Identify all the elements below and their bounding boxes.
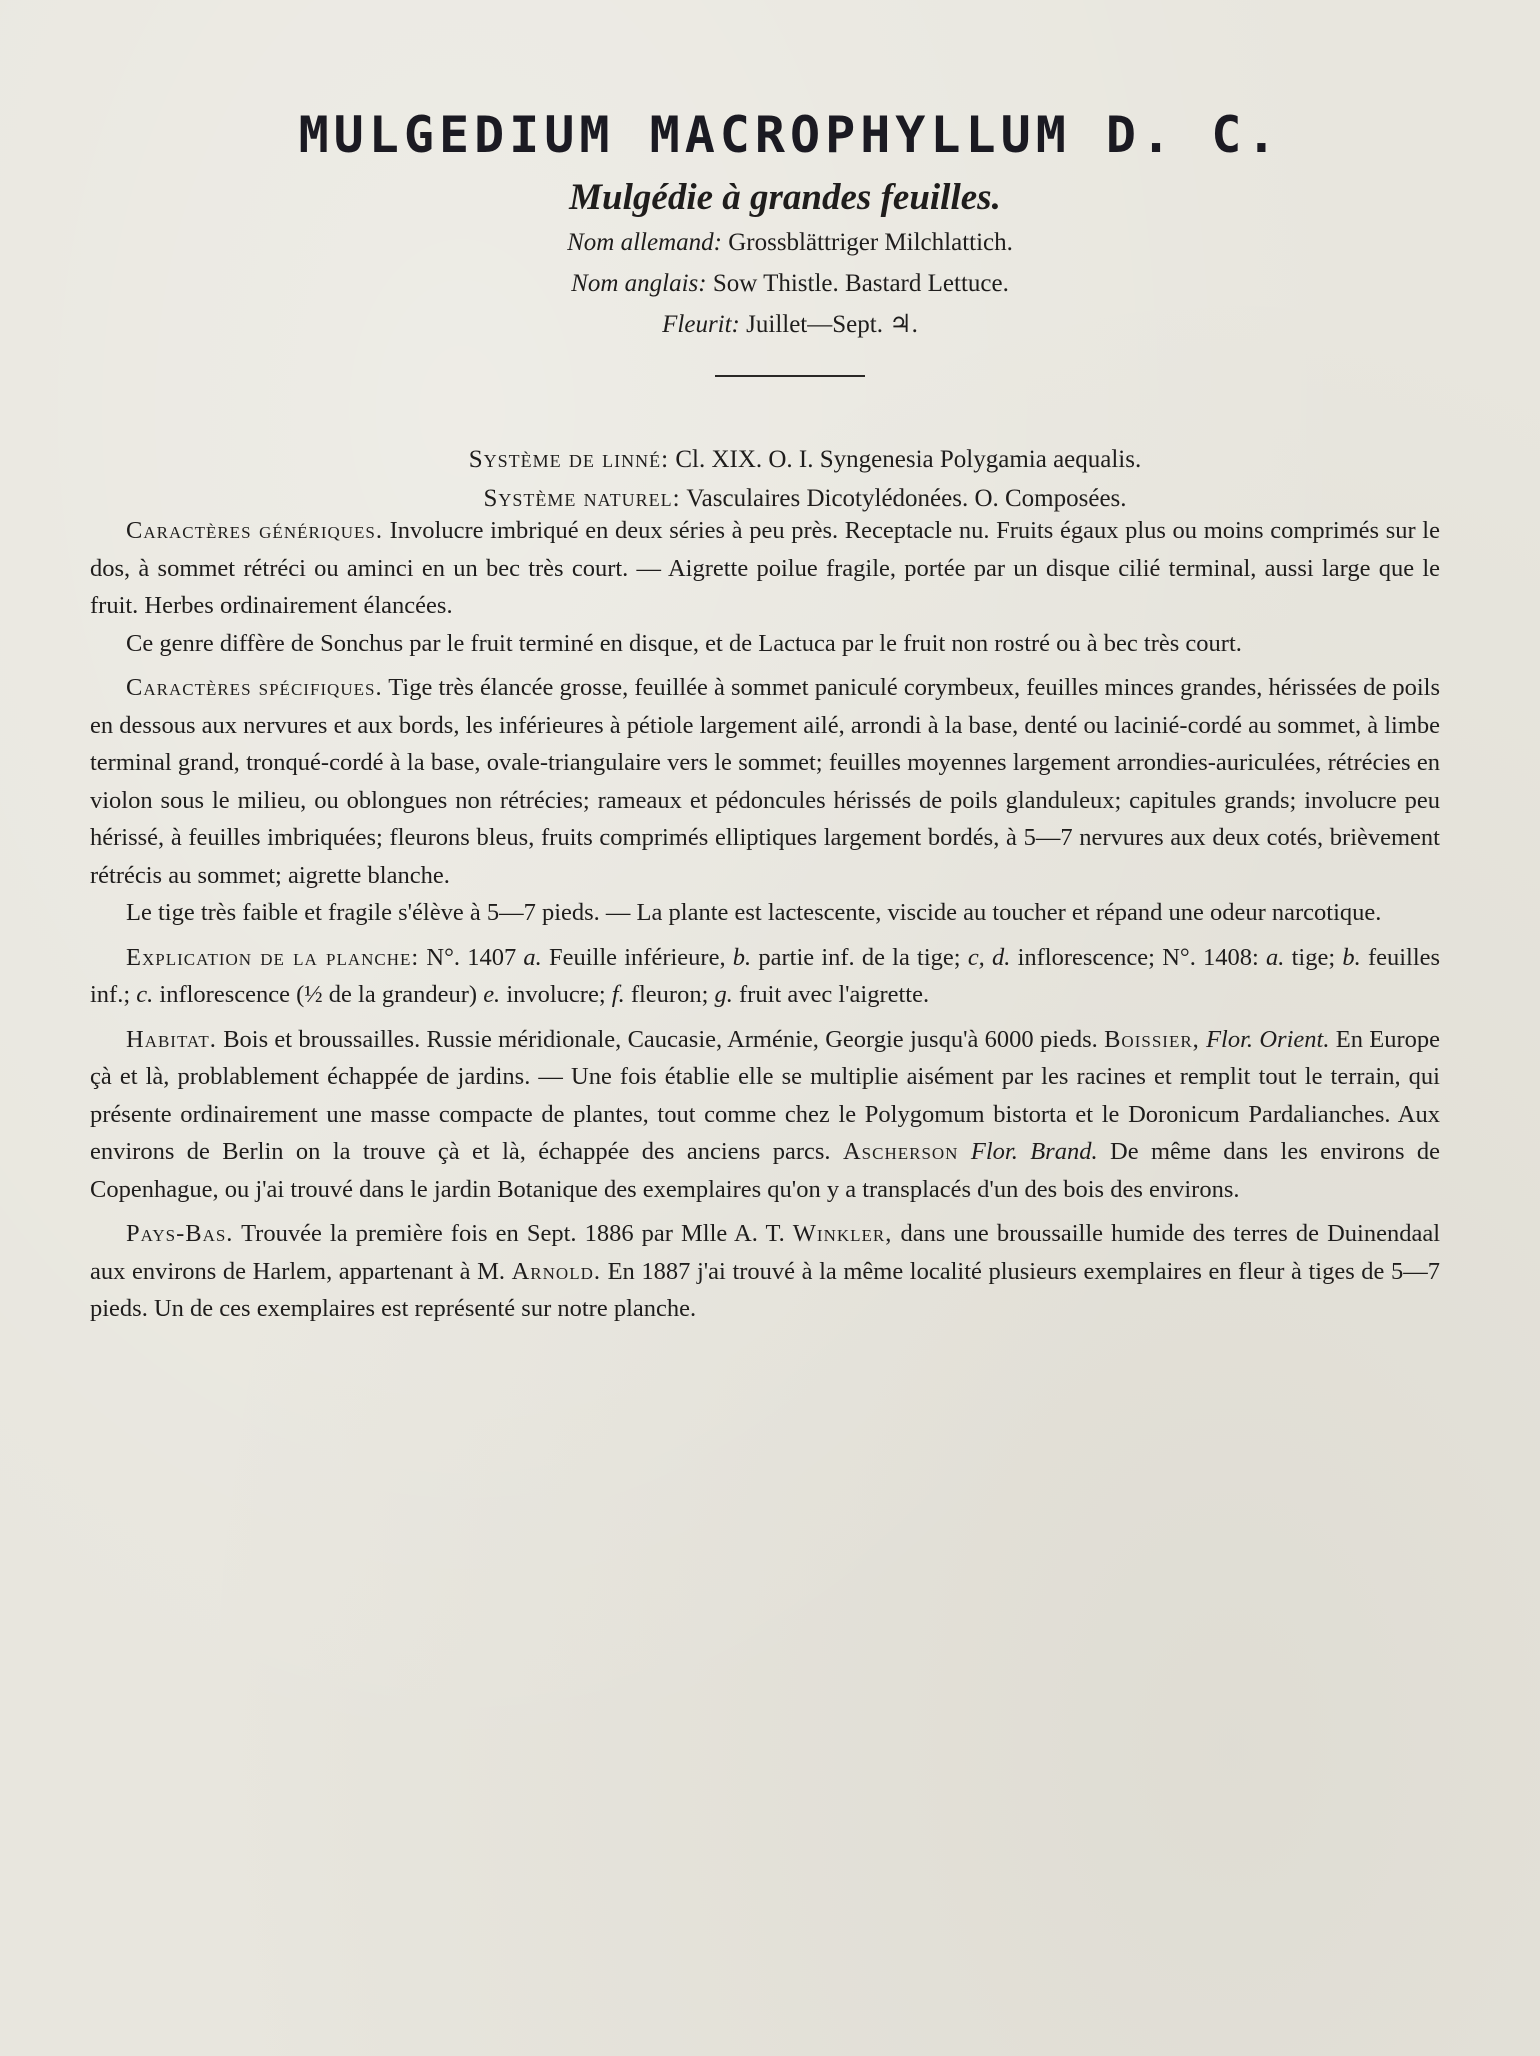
linne-system-line (70, 440, 1540, 479)
netherlands-label: Pays-Bas. (126, 1220, 234, 1247)
figure-caption: partie inf. de la tige; (758, 943, 961, 971)
generic-characters-paragraph (90, 512, 1440, 625)
plate-explanation-label: Explication de la planche: (126, 943, 420, 971)
figure-letter: c. (136, 981, 154, 1008)
figure-caption: involucre; (506, 981, 606, 1008)
generic-characters-text: Involucre imbriqué en deux séries à peu près. Receptacle nu. Fruits égaux plus ou moins comprimés sur le dos, à sommet rétréci ou aminci en un bec très court. — Aigrette poilue fragile, portée par un disque cilié terminal, aussi large que le fruit. Herbes ordinairement élancées. (90, 517, 1440, 619)
page-title: MULGEDIUM MACROPHYLLUM D. C. (298, 106, 1282, 164)
reference-title: Flor. Brand. (970, 1138, 1098, 1165)
author-name: Boissier, (1104, 1025, 1200, 1053)
figure-letter: b. (732, 943, 752, 971)
reference-title: Flor. Orient. (1206, 1025, 1330, 1053)
classification (0, 440, 1540, 518)
english-name: Sow Thistle. Bastard Lettuce. (712, 270, 1009, 297)
german-name-label: Nom allemand: (567, 229, 722, 256)
german-name: Grossblättriger Milchlattich. (728, 229, 1013, 256)
english-name-line (40, 263, 1540, 304)
netherlands-text: dans une broussaille humide des terres de Duinendaal aux environs de Harlem, appartenant à M. (90, 1220, 1441, 1285)
figure-letter: g. (714, 981, 733, 1008)
habitat-label: Habitat. (126, 1025, 217, 1053)
figure-caption: fruit avec l'aigrette. (739, 981, 930, 1008)
netherlands-text: En 1887 j'ai trouvé à la même localité plusieurs exemplaires en fleur à tiges de 5—7 pieds. Un de ces exemplaires est représenté sur notre planche. (90, 1257, 1441, 1322)
figure-letter: a. (523, 943, 542, 971)
plate-explanation-paragraph (90, 939, 1440, 1014)
figure-caption: fleuron; (630, 981, 709, 1008)
specific-characters-text: Tige très élancée grosse, feuillée à sommet paniculé corymbeux, feuilles minces grandes, hérissées de poils en dessous aux nervures et aux bords, les inférieures à pétiole largement ailé, arrondi à la base, denté ou lacinié-cordé au sommet, à limbe terminal grand, tronqué-cordé à la base, ovale-triangulaire vers le sommet; feuilles moyennes largement arrondies-auriculées, rétrécies en violon sous le milieu, ou oblongues non rétrécies; rameaux et pédoncules hérissés de poils glanduleux; capitules grands; involucre peu hérissé, à feuilles imbriquées; fleurons bleus, fruits comprimés elliptiques largement bordés, à 5—7 nervures aux deux cotés, brièvement rétrécis au sommet; aigrette blanche. (90, 674, 1441, 889)
habitat-text: En Europe çà et là, problablement échappée de jardins. — Une fois établie elle se multiplie aisément par les racines et remplit tout le terrain, qui présente ordinairement une masse compacte de plantes, tout comme chez le Polygomum bistorta et le Doronicum Pardalianches. Aux environs de Berlin on la trouve çà et là, échappée des anciens parcs. (90, 1025, 1441, 1165)
figure-caption: inflorescence (½ de la grandeur) (159, 981, 478, 1008)
figure-letter: e. (483, 981, 501, 1008)
figure-letter: c, d. (967, 943, 1011, 971)
author-name: Ascherson (842, 1138, 959, 1165)
description-body (90, 512, 1440, 1335)
specific-characters-label: Caractères spécifiques. (126, 674, 383, 701)
figure-caption: feuilles inf.; (90, 943, 1441, 1008)
english-name-label: Nom anglais: (571, 270, 707, 297)
netherlands-text: Trouvée la première fois en Sept. 1886 par Mlle A. T. (241, 1220, 785, 1247)
natural-system-label: Système naturel: (483, 485, 681, 512)
divider-rule (715, 375, 865, 377)
specific-characters-paragraph (90, 669, 1440, 894)
habitat-text: Bois et broussailles. Russie méridionale, Caucasie, Arménie, Georgie jusqu'à 6000 pieds. (223, 1025, 1098, 1053)
genre-paragraph: Ce genre diffère de Sonchus par le fruit terminé en disque, et de Lactuca par le fruit non rostré ou à bec très court. (126, 629, 1242, 657)
figure-caption: Feuille inférieure, (548, 943, 726, 971)
generic-characters-label: Caractères génériques. (126, 517, 383, 544)
plate-number-1408: N°. 1408: (1162, 943, 1259, 971)
stem-paragraph: Le tige très faible et fragile s'élève à 5—7 pieds. — La plante est lactescente, viscide au toucher et répand une odeur narcotique. (126, 899, 1382, 926)
flowering-line (40, 304, 1540, 345)
figure-letter: a. (1266, 943, 1285, 971)
plate-number-1407: N°. 1407 (426, 943, 517, 971)
netherlands-paragraph (90, 1215, 1440, 1328)
person-name: Winkler, (792, 1220, 893, 1247)
figure-letter: b. (1342, 943, 1361, 971)
figure-letter: f. (611, 981, 625, 1008)
habitat-text: De même dans les environs de Copenhague, ou j'ai trouvé dans le jardin Botanique des exemplaires qu'on y a transplacés d'un des bois des environs. (90, 1138, 1441, 1203)
figure-caption: tige; (1291, 943, 1336, 971)
flowering-label: Fleurit: (662, 311, 740, 338)
french-name: Mulgédie à grandes feuilles. (569, 177, 1001, 218)
flowering-value: Juillet—Sept. ♃. (746, 311, 918, 338)
person-name: Arnold. (511, 1257, 601, 1285)
natural-system-value: Vasculaires Dicotylédonées. O. Composées. (686, 485, 1127, 512)
habitat-paragraph (90, 1021, 1440, 1209)
header (0, 100, 1540, 377)
linne-system-label: Système de linné: (468, 446, 670, 473)
linne-system-value: Cl. XIX. O. I. Syngenesia Polygamia aequalis. (675, 446, 1142, 473)
figure-caption: inflorescence; (1017, 943, 1155, 971)
german-name-line (40, 222, 1540, 263)
